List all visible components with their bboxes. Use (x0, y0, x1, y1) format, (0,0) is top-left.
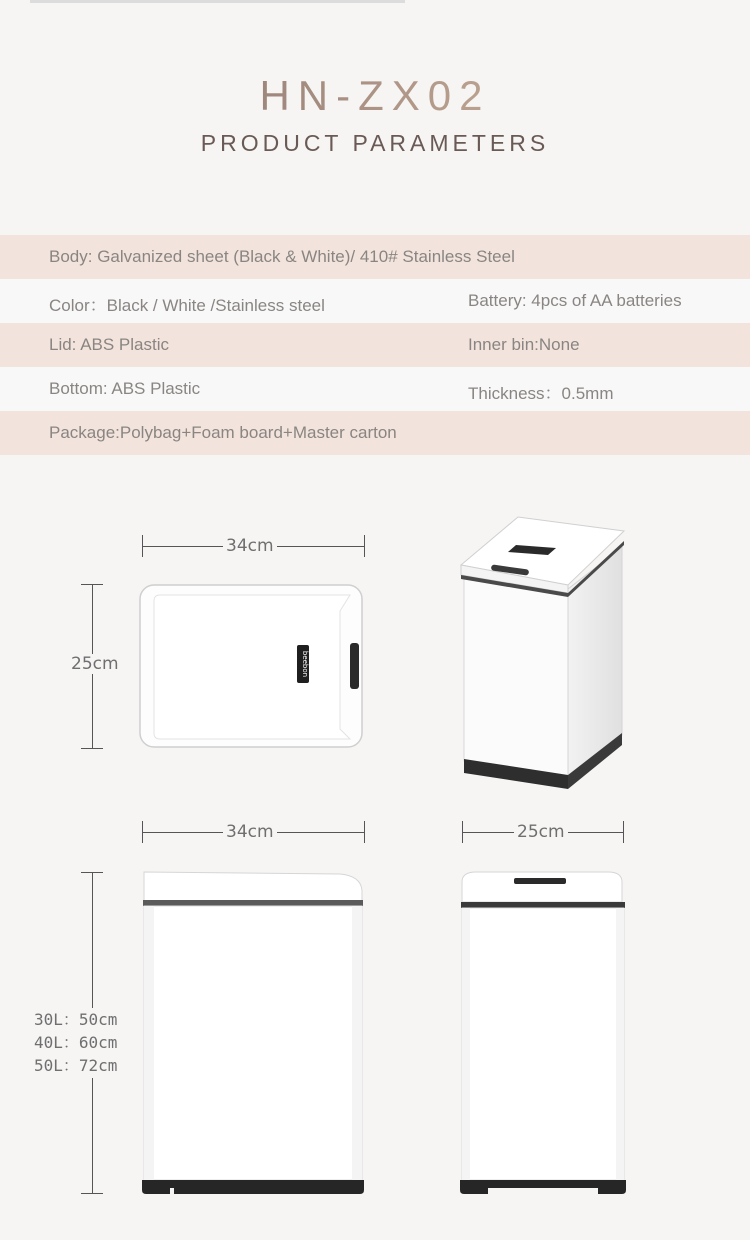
param-battery: Battery: 4pcs of AA batteries (468, 291, 682, 310)
param-inner-bin: Inner bin:None (468, 335, 580, 354)
param-package: Package:Polybag+Foam board+Master carton (49, 423, 397, 442)
height-30l: 30L：50cm (34, 1010, 118, 1029)
param-row-color (0, 279, 750, 323)
dim-label-front-width: 34cm (223, 822, 277, 842)
param-thickness: Thickness：0.5mm (468, 384, 614, 403)
dim-tick (81, 748, 103, 749)
dim-tick (81, 1193, 103, 1194)
dim-label-side-width: 25cm (514, 822, 568, 842)
dim-tick (364, 535, 365, 557)
front-view-image (140, 868, 366, 1198)
param-row-lid (0, 323, 750, 367)
dim-label-top-width: 34cm (223, 536, 277, 556)
param-lid: Lid: ABS Plastic (49, 335, 170, 354)
top-view-image (138, 583, 366, 751)
side-view-image (458, 868, 628, 1198)
height-50l: 50L：72cm (34, 1056, 118, 1075)
dim-tick (364, 821, 365, 843)
top-divider (30, 0, 405, 3)
model-title: HN-ZX02 (0, 72, 750, 120)
brand-logo: beebon (301, 650, 309, 678)
param-body: Body: Galvanized sheet (Black & White)/ 410# Stainless Steel (49, 247, 515, 266)
param-bottom: Bottom: ABS Plastic (49, 379, 201, 398)
param-row-bottom (0, 367, 750, 411)
parameters-table (0, 235, 750, 455)
section-subtitle: PRODUCT PARAMETERS (200, 130, 550, 156)
param-row-package (0, 411, 750, 455)
dim-label-top-depth: 25cm (68, 654, 122, 674)
dim-line-height-lower (92, 1078, 93, 1194)
height-40l: 40L：60cm (34, 1033, 118, 1052)
dim-tick (623, 821, 624, 843)
perspective-view-image (456, 513, 628, 795)
dim-line-height-upper (92, 872, 93, 1008)
param-row-body (0, 235, 750, 279)
param-color: Color：Black / White /Stainless steel (49, 296, 325, 315)
